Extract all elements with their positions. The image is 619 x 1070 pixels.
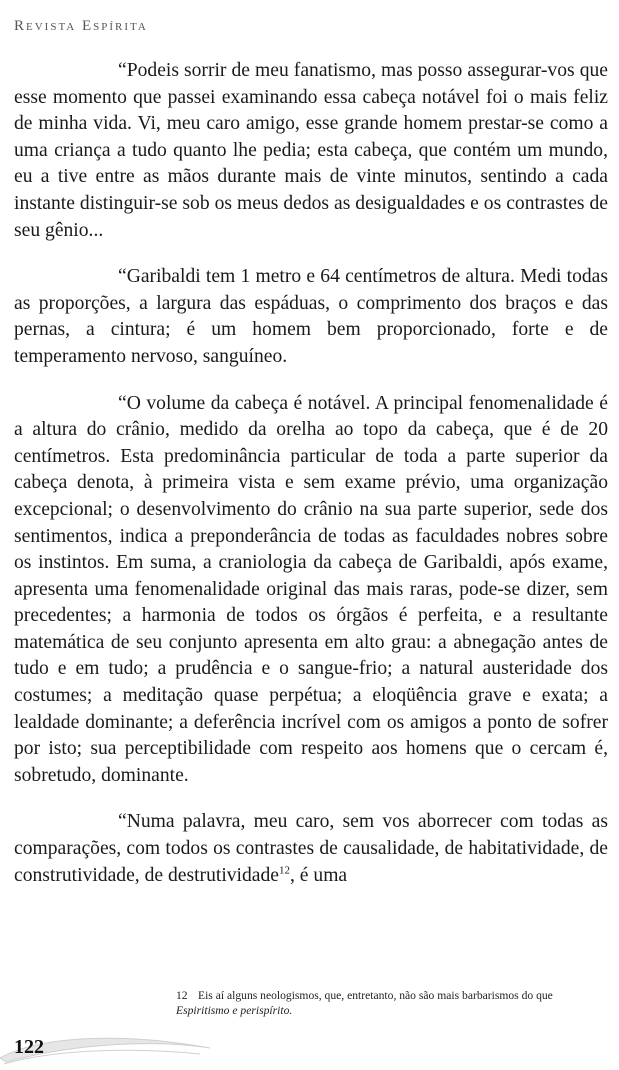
paragraph: “Garibaldi tem 1 metro e 64 centímetros de altura. Medi todas as proporções, a largura das espáduas, o comprimento dos braços e das pernas, a cintura; é um homem bem proporcionado, forte e de temperamento nervoso, sanguíneo. <box>14 266 608 367</box>
running-header: Revista Espírita <box>14 18 148 34</box>
body-text <box>14 58 608 889</box>
footnote-number: 12 <box>176 989 188 1002</box>
paragraph: “O volume da cabeça é notável. A principal fenomenalidade é a altura do crânio, medido da orelha ao topo da cabeça, que é de 20 centímetros. Esta predominância particular de toda a parte superior da cabeça denota, à primeira vista e sem exame prévio, uma organização excepcional; o desenvolvimento do crânio na sua parte superior, sede dos sentimentos, indica a preponderância de todas as faculdades nobres sobre os instintos. Em suma, a craniologia da cabeça de Garibaldi, após exame, apresenta uma fenomenalidade original das mais raras, pode-se dizer, sem precedentes; a harmonia de todos os órgãos é perfeita, e a resultante matemática de seu conjunto apresenta em alto grau: a abnegação antes de tudo e em tudo; a prudência e o sangue-frio; a natural austeridade dos costumes; a meditação quase perpétua; a eloqüência grave e exata; a lealdade dominante; a deferência incrível com os amigos a ponto de sofrer por isto; sua perceptibilidade com respeito aos homens que o cercam é, sobretudo, dominante. <box>14 392 608 786</box>
footnote <box>176 988 606 1018</box>
paragraph-last <box>14 809 608 889</box>
footnote-italic-text: Espiritismo e perispírito. <box>176 1004 293 1017</box>
paragraph: “Podeis sorrir de meu fanatismo, mas posso assegurar-vos que esse momento que passei examinando essa cabeça notável foi o mais feliz de minha vida. Vi, meu caro amigo, esse grande homem prestar-se como a uma criança a tudo quanto lhe pedia; esta cabeça, que contém um mundo, eu a tive entre as mãos durante mais de vinte minutos, sentindo a cada instante distinguir-se sob os meus dedos as desigualdades e os contrastes de seu gênio... <box>14 60 608 241</box>
page-number: 122 <box>14 1036 44 1058</box>
paragraph-text: “Numa palavra, meu caro, sem vos aborrecer com todas as comparações, com todos os contrastes de causalidade, de habitatividade, de construtividade, de destrutividade <box>14 811 608 886</box>
footnote-reference[interactable]: 12 <box>279 864 290 877</box>
paragraph-text-tail: , é uma <box>290 864 348 886</box>
footnote-text: Eis aí alguns neologismos, que, entretanto, não são mais barbarismos do que <box>198 989 553 1002</box>
